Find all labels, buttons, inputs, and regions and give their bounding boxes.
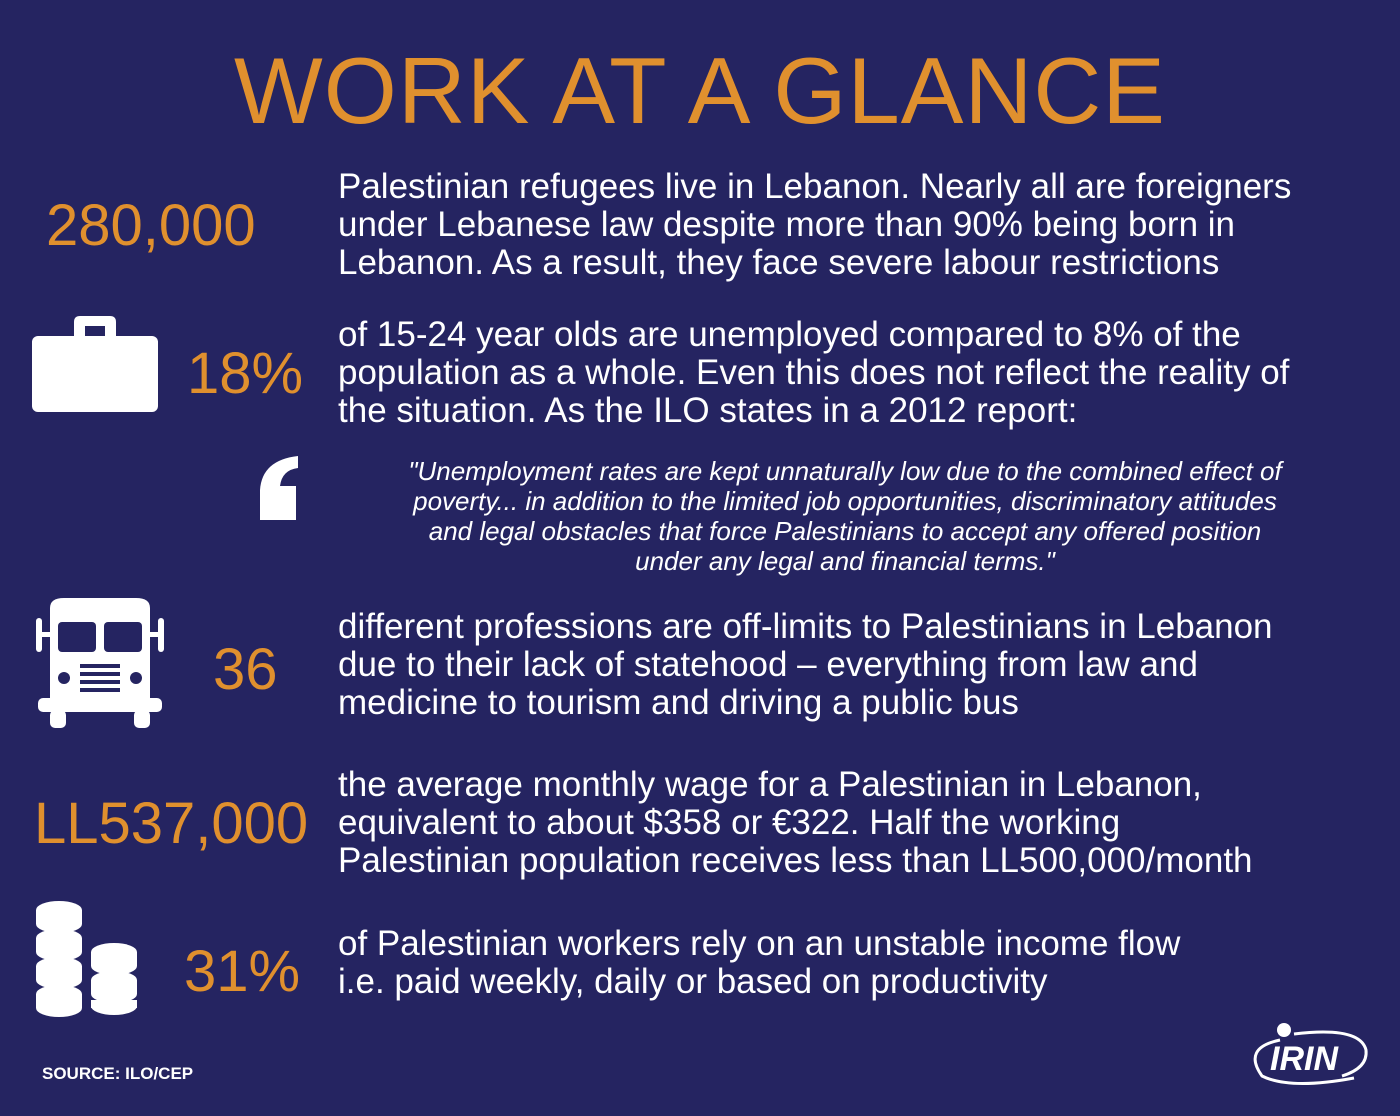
stat-professions: 36 [213,637,278,702]
desc-professions-line: medicine to tourism and driving a public bus [338,683,1019,722]
desc-wage-line: Palestinian population receives less than LL500,000/month [338,841,1253,880]
desc-income-line: i.e. paid weekly, daily or based on productivity [338,962,1048,1001]
quote-line: "Unemployment rates are kept unnaturally low due to the combined effect of [408,456,1282,486]
desc-wage-line: the average monthly wage for a Palestinian in Lebanon, [338,765,1202,804]
quote-line: under any legal and financial terms." [635,546,1055,576]
stat-income: 31% [184,939,301,1004]
desc-unemployment [338,316,1289,430]
briefcase-icon [32,316,158,417]
quote-line: and legal obstacles that force Palestinians to accept any offered position [428,516,1262,546]
bus-icon [36,598,164,735]
quote-mark-icon [258,456,300,525]
desc-professions-line: due to their lack of statehood – everything from law and [338,645,1198,684]
desc-refugees-line: Palestinian refugees live in Lebanon. Nearly all are foreigners [338,167,1292,206]
desc-income [338,925,1180,1001]
desc-refugees-line: under Lebanese law despite more than 90% being born in [338,205,1236,244]
quote-line: poverty... in addition to the limited job opportunities, discriminatory attitudes [413,486,1277,516]
desc-income-line: of Palestinian workers rely on an unstable income flow [338,924,1181,963]
irin-logo [1250,1018,1374,1093]
desc-unemployment-line: of 15-24 year olds are unemployed compared to 8% of the [338,315,1241,354]
desc-refugees-line: Lebanon. As a result, they face severe labour restrictions [338,243,1220,282]
stat-unemployment: 18% [187,341,304,406]
irin-logo-text: IRIN [1270,1040,1338,1078]
ilo-quote [340,456,1350,576]
coin-stacks-icon [36,900,140,1023]
source-credit: SOURCE: ILO/CEP [42,1064,194,1083]
stat-wage: LL537,000 [34,791,309,856]
page-title: WORK AT A GLANCE [234,38,1166,143]
desc-unemployment-line: the situation. As the ILO states in a 2012 report: [338,391,1078,430]
desc-wage-line: equivalent to about $358 or €322. Half the working [338,803,1121,842]
desc-unemployment-line: population as a whole. Even this does not reflect the reality of [338,353,1290,392]
desc-professions-line: different professions are off-limits to Palestinians in Lebanon [338,607,1273,646]
stat-refugees: 280,000 [46,193,256,258]
desc-refugees [338,168,1291,282]
desc-wage [338,766,1253,880]
desc-professions [338,608,1273,722]
